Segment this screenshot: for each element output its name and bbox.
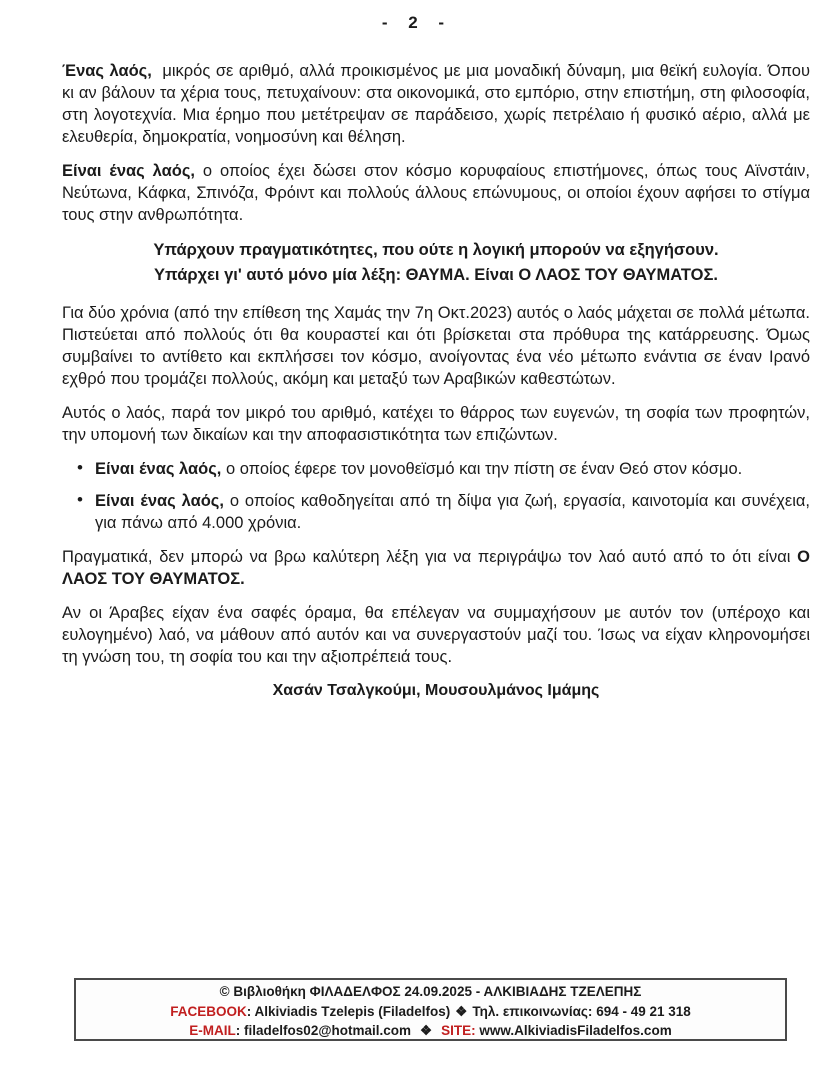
- email-address: filadelfos02@hotmail.com: [244, 1023, 411, 1038]
- paragraph-6: Αν οι Άραβες είχαν ένα σαφές όραμα, θα επέλεγαν να συμμαχήσουν με αυτόν τον (υπέροχο και ευλογημένο) λαό, να μάθουν από αυτόν και να συνεργαστούν μαζί του. Ίσως να είχαν κληρονομήσει τη γνώση του, τη σοφία του και την αξιοπρέπειά τους.: [62, 604, 810, 666]
- paragraph-2-lead: Είναι ένας λαός,: [62, 162, 195, 180]
- bullet-item-1: [62, 458, 810, 480]
- diamond-icon: ❖: [420, 1023, 433, 1038]
- phone-label: Τηλ. επικοινωνίας:: [472, 1003, 593, 1019]
- footer-box: [74, 978, 787, 1041]
- paragraph-3: Για δύο χρόνια (από την επίθεση της Χαμάς την 7η Οκτ.2023) αυτός ο λαός μάχεται σε πολλά μέτωπα. Πιστεύεται από πολλούς ότι θα κουραστεί και ότι βρίσκεται στα πρόθυρα της κατάρρευσης. Όμως συμβαίνει το αντίθετο και εκπλήσσει τον κόσμο, ανοίγοντας ένα νέο μέτωπο ενάντια σε έναν Ιρανό εχθρό που τρομάζει πολλούς, ακόμη και μεταξύ των Αραβικών καθεστώτων.: [62, 304, 810, 388]
- signature-line: Χασάν Τσαλγκούμι, Μουσουλμάνος Ιμάμης: [272, 682, 600, 699]
- paragraph-5-bold-tail: Ο ΛΑΟΣ ΤΟΥ ΘΑΥΜΑΤΟΣ.: [62, 548, 810, 588]
- copyright-icon: ©: [219, 984, 230, 999]
- quote-line-1: Υπάρχουν πραγματικότητες, που ούτε η λογική μπορούν να εξηγήσουν.: [153, 241, 719, 259]
- page-number: - 2 -: [381, 13, 446, 32]
- bullet-1-lead: Είναι ένας λαός,: [95, 460, 222, 478]
- email-label: E-MAIL: [189, 1023, 236, 1038]
- bullet-item-2: [62, 490, 810, 534]
- facebook-label: FACEBOOK: [170, 1003, 247, 1019]
- paragraph-1-text: μικρός σε αριθμό, αλλά προικισμένος με μια μοναδική δύναμη, μια θεϊκή ευλογία. Όπου κι αν βάλουν τα χέρια τους, πετυχαίνουν: στα οικονομικά, στο εμπόριο, στην επιστήμη, στη φιλοσοφία, στη λογοτεχνία. Μια έρημο που μετέτρεψαν σε παράδεισο, χωρίς πετρέλαιο ή φυσικό αέριο, αλλά με ελευθερία, δημοκρατία, νοημοσύνη και θέληση.: [62, 62, 810, 146]
- footer-line-1: [76, 982, 785, 1002]
- paragraph-2: [62, 160, 810, 226]
- quote-block: [62, 238, 810, 288]
- document-body: [62, 60, 810, 700]
- bullet-icon: •: [77, 458, 83, 477]
- email-separator: :: [235, 1023, 245, 1038]
- facebook-separator: :: [246, 1003, 255, 1019]
- paragraph-1-lead: Ένας λαός,: [62, 62, 152, 80]
- paragraph-5-text: Πραγματικά, δεν μπορώ να βρω καλύτερη λέξη για να περιγράψω τον λαό αυτό από το ότι είναι: [62, 548, 798, 566]
- site-label: SITE:: [441, 1023, 476, 1038]
- diamond-icon: ❖: [455, 1003, 468, 1019]
- paragraph-5: [62, 546, 810, 590]
- footer-line-3: [76, 1021, 785, 1041]
- quote-line-2: Υπάρχει γι' αυτό μόνο μία λέξη: ΘΑΥΜΑ. Είναι Ο ΛΑΟΣ ΤΟΥ ΘΑΥΜΑΤΟΣ.: [154, 266, 718, 284]
- bullet-2-text: ο οποίος καθοδηγείται από τη δίψα για ζωή, εργασία, καινοτομία και συνέχεια, για πάνω από 4.000 χρόνια.: [95, 492, 811, 532]
- bullet-1-text: ο οποίος έφερε τον μονοθεϊσμό και την πίστη σε έναν Θεό στον κόσμο.: [221, 460, 743, 478]
- footer-library-title: Βιβλιοθήκη ΦΙΛΑΔΕΛΦΟΣ 24.09.2025 - ΑΛΚΙΒΙΑΔΗΣ ΤΖΕΛΕΠΗΣ: [233, 984, 642, 999]
- facebook-account: Alkiviadis Tzelepis (Filadelfos): [254, 1003, 451, 1019]
- paragraph-1: [62, 60, 810, 148]
- bullet-icon: •: [77, 490, 83, 509]
- bullet-2-lead: Είναι ένας λαός,: [95, 492, 224, 510]
- footer-line-2: [76, 1002, 785, 1022]
- paragraph-2-text: ο οποίος έχει δώσει στον κόσμο κορυφαίους επιστήμονες, όπως τους Αϊνστάιν, Νεύτωνα, Κάφκα, Σπινόζα, Φρόιντ και πολλούς άλλους επώνυμους, οι οποίοι έχουν αφήσει το στίγμα τους στην ανθρωπότητα.: [62, 162, 810, 224]
- paragraph-4: Αυτός ο λαός, παρά τον μικρό του αριθμό, κατέχει το θάρρος των ευγενών, τη σοφία των προφητών, την υπομονή των δικαίων και την αποφασιστικότητα των επιζώντων.: [62, 404, 810, 444]
- phone-number: 694 - 49 21 318: [596, 1003, 691, 1019]
- site-url: www.AlkiviadisFiladelfos.com: [479, 1023, 672, 1038]
